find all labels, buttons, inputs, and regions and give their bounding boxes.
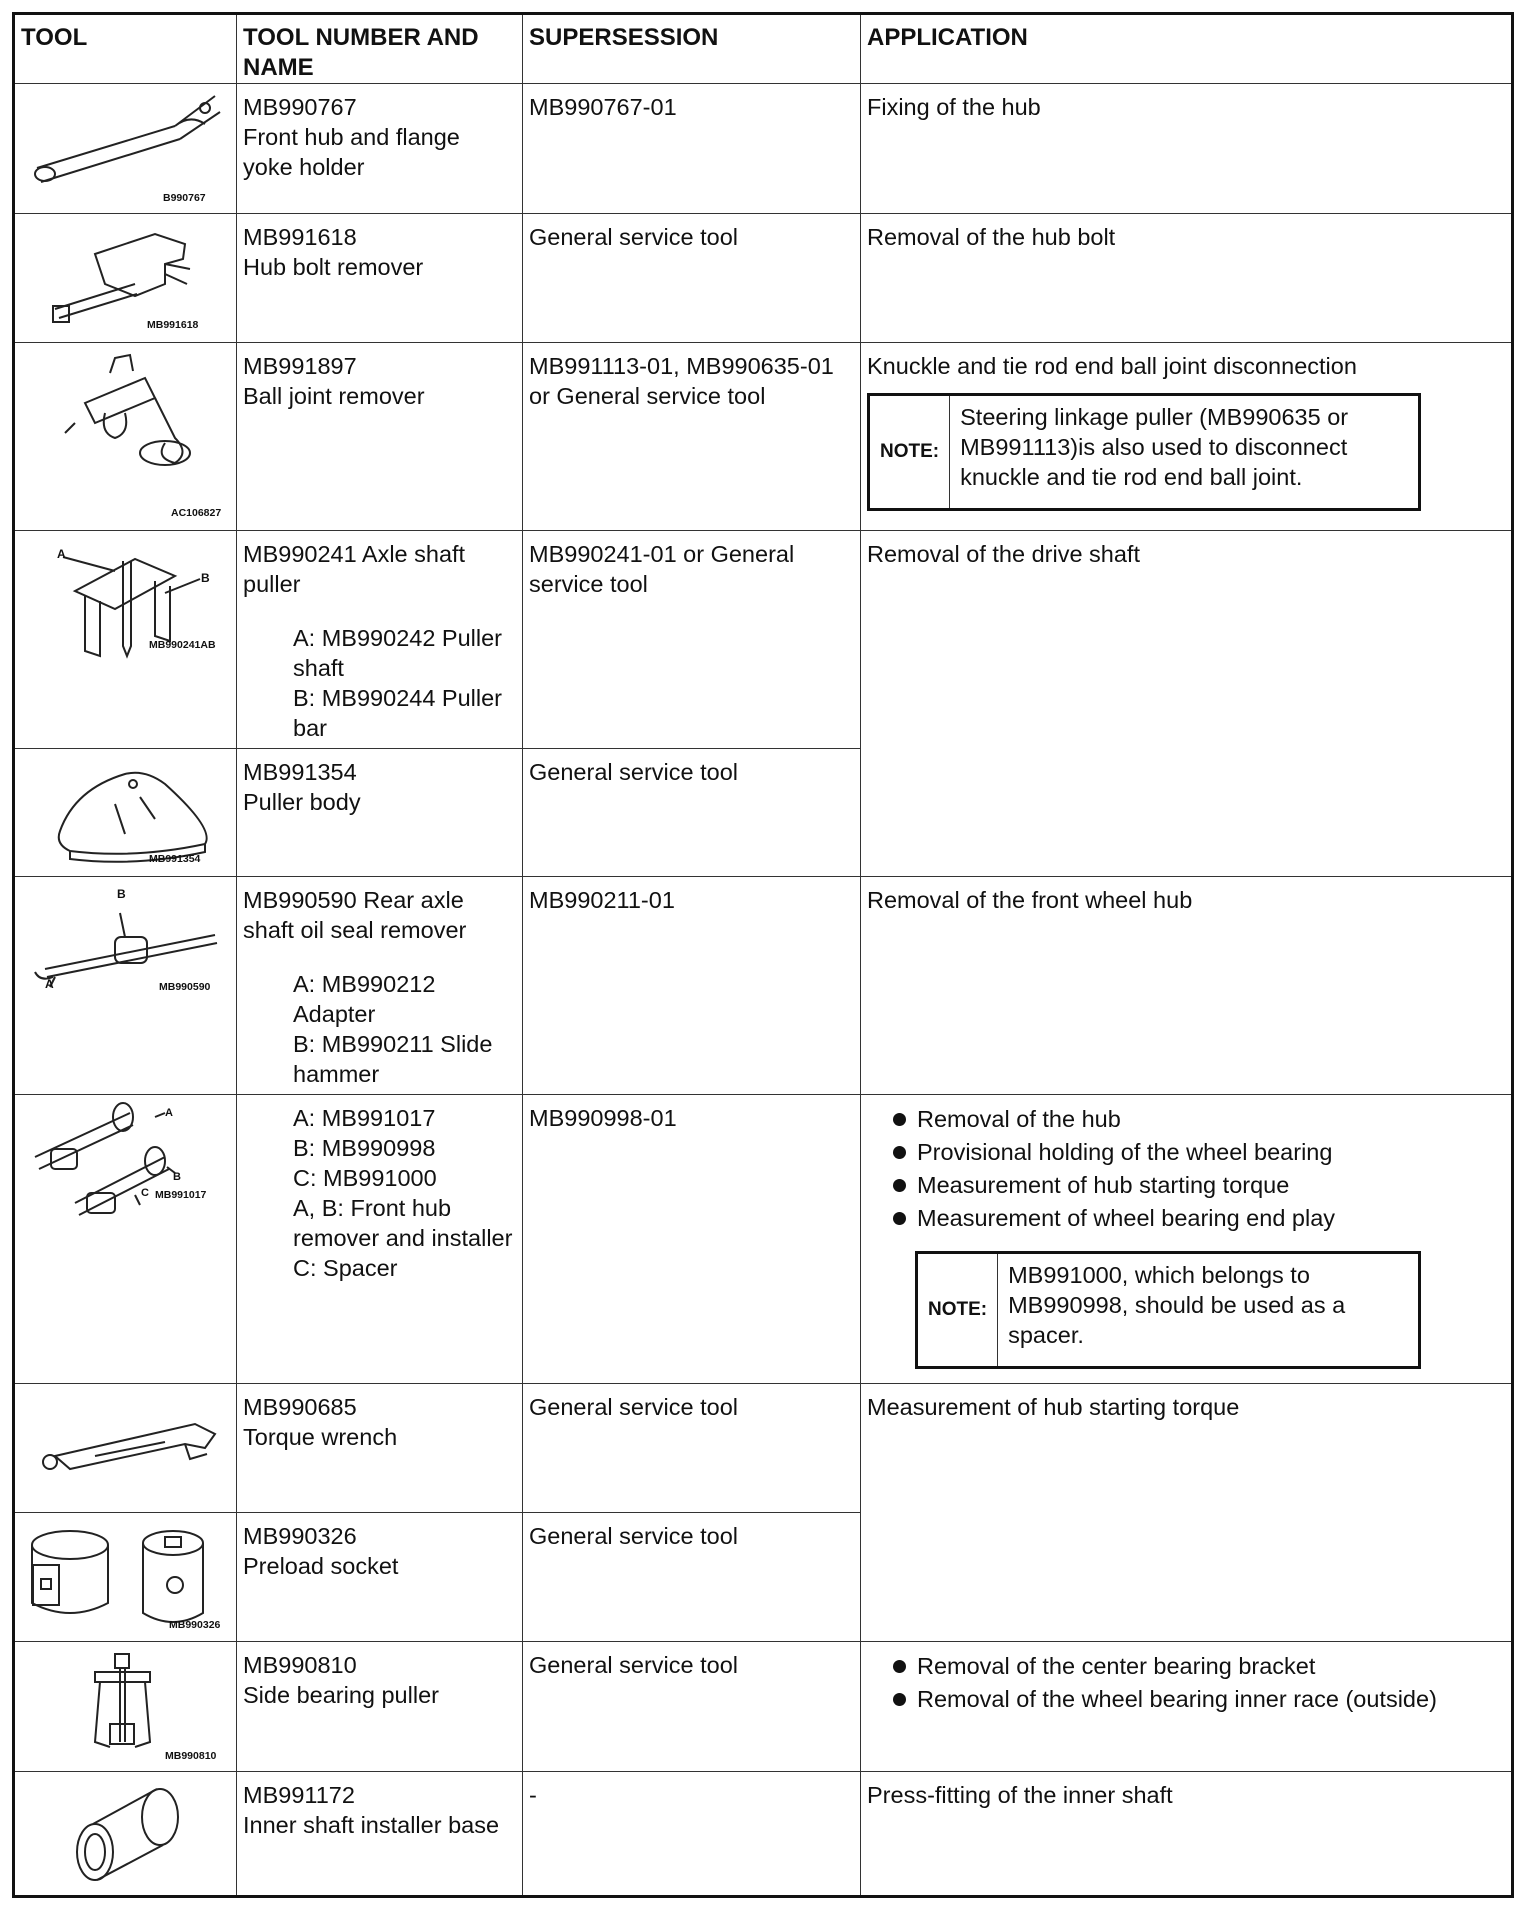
tool-number: MB990767 <box>243 94 357 120</box>
tool-image-caption: MB990590 <box>159 981 211 993</box>
table-row <box>14 877 1513 1095</box>
supersession-cell: General service tool <box>523 214 861 343</box>
tool-number-name <box>237 84 523 214</box>
tool-image-cell <box>14 877 237 1095</box>
application-cell <box>861 1095 1513 1384</box>
puller-body-illustration <box>15 749 238 877</box>
table-row <box>14 1095 1513 1384</box>
header-row <box>14 14 1513 84</box>
tool-number-name-text: MB990590 Rear axle shaft oil seal remover <box>243 887 467 943</box>
tool-number-name <box>237 1095 523 1384</box>
tool-number-name <box>237 1772 523 1897</box>
tool-number-name <box>237 531 523 749</box>
tool-component-a: A: MB990242 Puller shaft <box>293 625 503 681</box>
tool-image-cell <box>14 1513 237 1642</box>
application-cell: Measurement of hub starting torque <box>861 1384 1513 1642</box>
supersession-cell: MB991113-01, MB990635-01 or General service tool <box>523 343 861 531</box>
supersession-cell: General service tool <box>523 1513 861 1642</box>
list-item: Removal of the hub <box>887 1103 1505 1136</box>
tool-name: Puller body <box>243 789 361 815</box>
tool-line: A: MB991017 <box>293 1105 436 1131</box>
tool-component-b: B: MB990244 Puller bar <box>293 685 503 741</box>
special-tools-table <box>12 12 1514 1898</box>
tool-image-cell <box>14 214 237 343</box>
application-text: Knuckle and tie rod end ball joint disconnection <box>867 353 1357 379</box>
tool-image-cell <box>14 1772 237 1897</box>
note-label: NOTE: <box>870 396 950 508</box>
tool-name: Preload socket <box>243 1553 399 1579</box>
supersession-cell: General service tool <box>523 1384 861 1513</box>
inner-shaft-installer-base-illustration <box>15 1772 238 1902</box>
tool-image-caption: MB991017 <box>155 1189 207 1201</box>
application-cell <box>861 343 1513 531</box>
application-list <box>867 1650 1505 1716</box>
tool-number-name <box>237 1642 523 1772</box>
tool-image-caption: MB990810 <box>165 1750 217 1762</box>
tool-number-name <box>237 343 523 531</box>
table-row <box>14 343 1513 531</box>
application-cell: Removal of the front wheel hub <box>861 877 1513 1095</box>
label-c: C <box>141 1187 149 1199</box>
tool-image-cell <box>14 343 237 531</box>
tool-name: Ball joint remover <box>243 383 425 409</box>
application-cell: Fixing of the hub <box>861 84 1513 214</box>
note-box <box>915 1251 1421 1369</box>
table-row <box>14 84 1513 214</box>
application-cell <box>861 1642 1513 1772</box>
header-number-name: TOOL NUMBER AND NAME <box>237 14 523 84</box>
list-item: Removal of the wheel bearing inner race (outside) <box>887 1683 1505 1716</box>
list-item: Measurement of hub starting torque <box>887 1169 1505 1202</box>
tool-number-name <box>237 1513 523 1642</box>
ball-joint-remover-illustration <box>15 343 238 531</box>
tool-line: B: MB990998 <box>293 1135 436 1161</box>
tool-image-caption: MB990241AB <box>149 639 216 651</box>
tool-name: Inner shaft installer base <box>243 1812 500 1838</box>
torque-wrench-illustration <box>15 1384 238 1513</box>
tool-number: MB990685 <box>243 1394 357 1420</box>
table-row <box>14 531 1513 749</box>
tool-image-cell <box>14 531 237 749</box>
hub-remover-installer-illustration <box>15 1095 238 1384</box>
tool-number-name-text: MB990241 Axle shaft puller <box>243 541 466 597</box>
tool-number: MB990326 <box>243 1523 357 1549</box>
table-row <box>14 1384 1513 1513</box>
tool-number: MB990810 <box>243 1652 357 1678</box>
table-row <box>14 1642 1513 1772</box>
note-label: NOTE: <box>918 1254 998 1366</box>
tool-number: MB991897 <box>243 353 357 379</box>
tool-number: MB991172 <box>243 1782 355 1808</box>
label-b: B <box>173 1171 181 1183</box>
tool-name: Front hub and flange yoke holder <box>243 124 460 180</box>
tool-number-name <box>237 877 523 1095</box>
tool-image-cell <box>14 749 237 877</box>
supersession-cell: MB990211-01 <box>523 877 861 1095</box>
label-b: B <box>117 887 126 901</box>
tool-image-cell <box>14 84 237 214</box>
application-cell: Press-fitting of the inner shaft <box>861 1772 1513 1897</box>
application-cell: Removal of the drive shaft <box>861 531 1513 877</box>
tool-name: Torque wrench <box>243 1424 398 1450</box>
hub-bolt-remover-illustration <box>15 214 238 343</box>
tool-number-name <box>237 214 523 343</box>
header-tool: TOOL <box>14 14 237 84</box>
label-a: A <box>45 977 54 991</box>
tool-image-cell <box>14 1642 237 1772</box>
supersession-cell: General service tool <box>523 1642 861 1772</box>
header-supersession: SUPERSESSION <box>523 14 861 84</box>
tool-line: A, B: Front hub remover and installer <box>293 1195 513 1251</box>
note-text: Steering linkage puller (MB990635 or MB991113)is also used to disconnect knuckle and tie rod end ball joint. <box>960 404 1349 490</box>
supersession-cell: General service tool <box>523 749 861 877</box>
tool-image-cell <box>14 1095 237 1384</box>
tool-image-caption: MB991354 <box>149 853 201 865</box>
tool-name: Hub bolt remover <box>243 254 424 280</box>
tool-image-caption: MB991618 <box>147 319 199 331</box>
tool-component-a: A: MB990212 Adapter <box>293 971 436 1027</box>
application-cell: Removal of the hub bolt <box>861 214 1513 343</box>
note-text: MB991000, which belongs to MB990998, should be used as a spacer. <box>1008 1262 1346 1348</box>
tool-image-cell <box>14 1384 237 1513</box>
label-a: A <box>165 1107 173 1119</box>
table-row <box>14 214 1513 343</box>
tool-component-b: B: MB990211 Slide hammer <box>293 1031 493 1087</box>
header-application: APPLICATION <box>861 14 1513 84</box>
supersession-cell: - <box>523 1772 861 1897</box>
tool-image-caption: AC106827 <box>171 507 222 519</box>
tool-number-name <box>237 749 523 877</box>
tool-image-caption: B990767 <box>163 192 206 204</box>
note-box <box>867 393 1421 511</box>
list-item: Removal of the center bearing bracket <box>887 1650 1505 1683</box>
tool-image-caption: MB990326 <box>169 1619 221 1631</box>
tool-name: Side bearing puller <box>243 1682 439 1708</box>
tool-number: MB991618 <box>243 224 357 250</box>
table-row <box>14 1772 1513 1897</box>
label-b: B <box>201 571 210 585</box>
tool-number-name <box>237 1384 523 1513</box>
list-item: Measurement of wheel bearing end play <box>887 1202 1505 1235</box>
supersession-cell: MB990767-01 <box>523 84 861 214</box>
tool-line: C: MB991000 <box>293 1165 437 1191</box>
label-a: A <box>57 547 66 561</box>
tool-number: MB991354 <box>243 759 357 785</box>
supersession-cell: MB990998-01 <box>523 1095 861 1384</box>
application-list <box>867 1103 1505 1235</box>
tool-line: C: Spacer <box>293 1255 398 1281</box>
supersession-cell: MB990241-01 or General service tool <box>523 531 861 749</box>
list-item: Provisional holding of the wheel bearing <box>887 1136 1505 1169</box>
